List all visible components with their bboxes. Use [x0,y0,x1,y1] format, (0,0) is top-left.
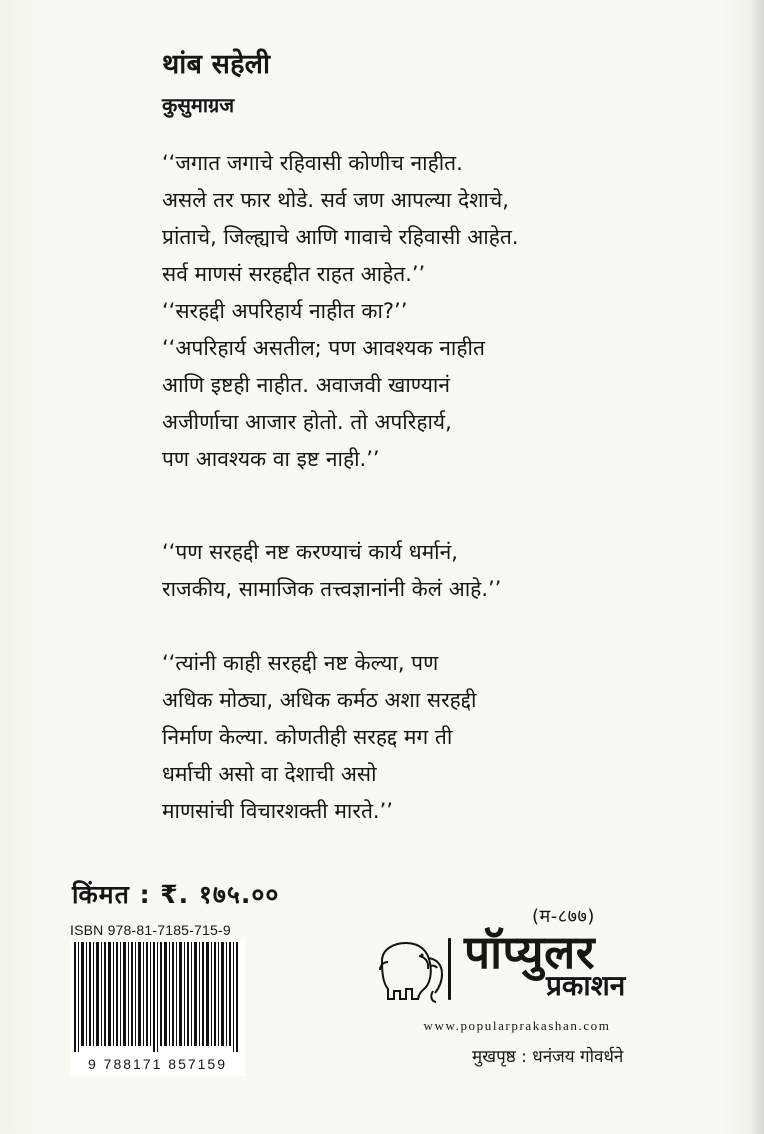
book-author: कुसुमाग्रज [162,93,235,117]
blurb-line: राजकीय, सामाजिक तत्त्वज्ञानांनी केलं आहे.’’ [162,577,502,601]
blurb-line: आणि इष्टही नाहीत. अवाजवी खाण्यानं [162,373,451,397]
blurb-line: पण आवश्यक वा इष्ट नाही.’’ [162,447,380,471]
blurb-line: निर्माण केल्या. कोणतीही सरहद्द मग ती [162,725,453,749]
blurb-line: ‘‘अपरिहार्य असतील; पण आवश्यक नाहीत [162,336,485,360]
barcode-number: 9 788171 857159 [88,1056,227,1072]
blurb-line: अजीर्णाचा आजार होतो. तो अपरिहार्य, [162,410,452,434]
barcode-icon [70,938,245,1056]
blurb-line: ‘‘जगात जगाचे रहिवासी कोणीच नाहीत. [162,151,463,175]
publisher-name: पॉप्युलर [464,925,596,979]
book-title: थांब सहेली [162,49,271,80]
publisher-logo [372,925,672,1015]
blurb-line: धर्माची असो वा देशाची असो [162,762,377,786]
logo-divider [448,938,451,1000]
blurb-paragraph-3 [162,645,612,830]
series-code: (म-८७७) [532,906,595,927]
blurb-line: सर्व माणसं सरहद्दीत राहत आहेत.’’ [162,262,426,286]
cover-credit: मुखपृष्ठ : धनंजय गोवर्धने [472,1047,624,1067]
blurb-paragraph-1 [162,145,612,478]
blurb-line: अधिक मोठ्या, अधिक कर्मठ अशा सरहद्दी [162,688,477,712]
page-edge-shadow [750,0,764,1134]
blurb-line: ‘‘त्यांनी काही सरहद्दी नष्ट केल्या, पण [162,651,439,675]
isbn-label: ISBN 978-81-7185-715-9 [70,922,231,938]
price-label: किंमत : ₹. १७५.०० [72,880,280,909]
blurb-line: असले तर फार थोडे. सर्व जण आपल्या देशाचे, [162,188,509,212]
elephant-icon [372,935,454,1007]
publisher-website: www.popularprakashan.com [423,1018,611,1033]
blurb-paragraph-2 [162,534,612,608]
blurb-line: प्रांताचे, जिल्ह्याचे आणि गावाचे रहिवासी आहेत. [162,225,519,249]
blurb-line: माणसांची विचारशक्ती मारते.’’ [162,799,393,823]
blurb-line: ‘‘पण सरहद्दी नष्ट करण्याचं कार्य धर्मानं, [162,540,458,564]
publisher-sub: प्रकाशन [546,969,626,1002]
blurb-line: ‘‘सरहद्दी अपरिहार्य नाहीत का?’’ [162,299,408,323]
